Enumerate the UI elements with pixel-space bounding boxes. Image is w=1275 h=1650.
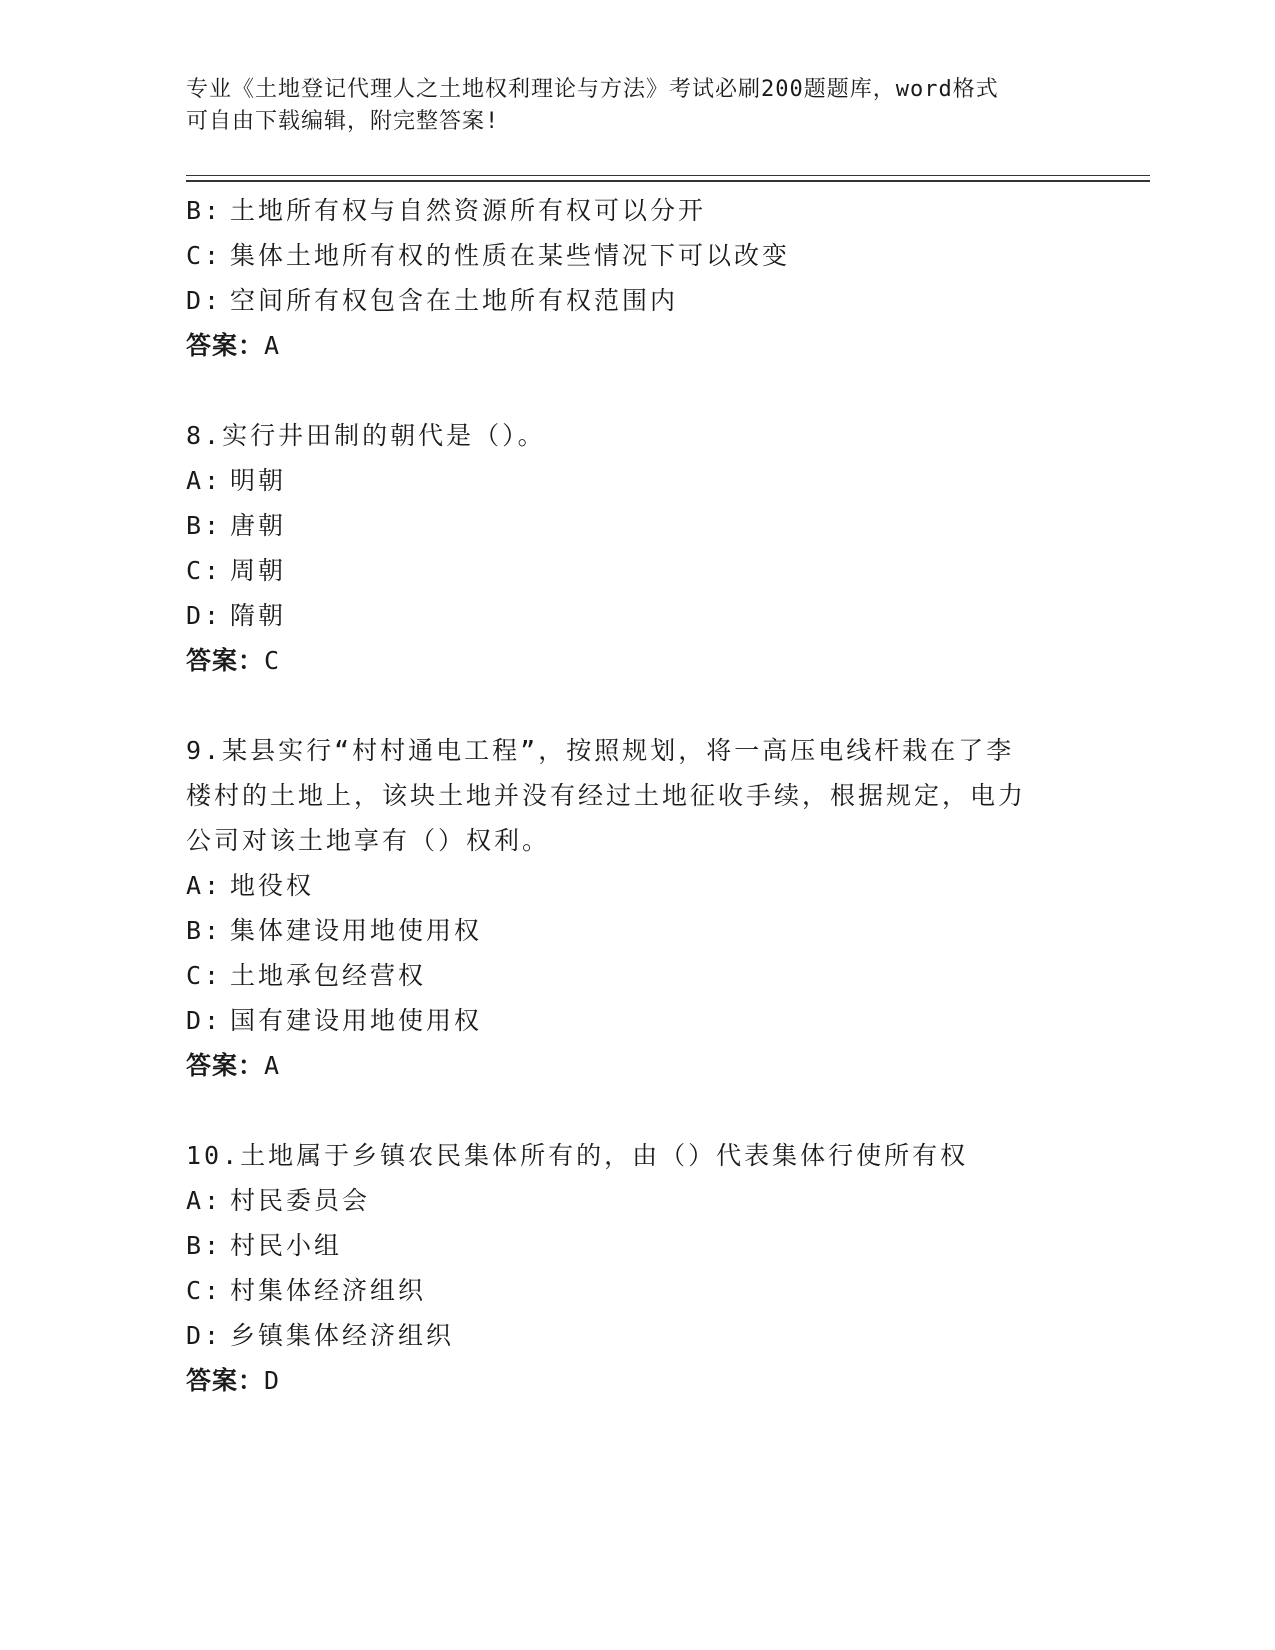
question-stem: 8.实行井田制的朝代是（）。 <box>186 421 546 450</box>
question-stem: 10.土地属于乡镇农民集体所有的，由（）代表集体行使所有权 <box>186 1141 969 1170</box>
option-d <box>186 593 1086 638</box>
option-a <box>186 458 1086 503</box>
option-d <box>186 1313 1086 1358</box>
option-a <box>186 863 1086 908</box>
answer-value: A <box>264 1051 281 1080</box>
option-key: C: <box>186 961 223 990</box>
question-stem-line-3: 公司对该土地享有（）权利。 <box>186 826 551 855</box>
option-key: B: <box>186 916 223 945</box>
option-c <box>186 548 1086 593</box>
answer-label: 答案： <box>186 331 265 360</box>
question-list <box>186 188 1086 1403</box>
spacer <box>186 1088 1086 1133</box>
answer-label: 答案： <box>186 1366 265 1395</box>
question-10 <box>186 1133 1086 1403</box>
option-d <box>186 278 1086 323</box>
answer-line <box>186 638 1086 683</box>
document-header <box>186 74 1066 138</box>
question-8 <box>186 413 1086 683</box>
option-key: D: <box>186 286 223 315</box>
header-line-2: 可自由下载编辑，附完整答案! <box>186 109 500 134</box>
option-key: A: <box>186 871 223 900</box>
option-key: D: <box>186 1006 223 1035</box>
option-text: 地役权 <box>230 871 315 900</box>
option-text: 唐朝 <box>230 511 287 540</box>
option-text: 村民委员会 <box>230 1186 371 1215</box>
header-line-1: 专业《土地登记代理人之土地权利理论与方法》考试必刷200题题库，word格式 <box>186 77 999 102</box>
answer-value: A <box>264 331 281 360</box>
option-text: 土地承包经营权 <box>230 961 427 990</box>
option-text: 空间所有权包含在土地所有权范围内 <box>230 286 679 315</box>
option-text: 隋朝 <box>230 601 287 630</box>
option-c <box>186 953 1086 998</box>
option-text: 集体土地所有权的性质在某些情况下可以改变 <box>230 241 791 270</box>
option-key: A: <box>186 1186 223 1215</box>
answer-value: D <box>264 1366 281 1395</box>
option-text: 周朝 <box>230 556 287 585</box>
option-b <box>186 503 1086 548</box>
option-a <box>186 1178 1086 1223</box>
option-c <box>186 233 1086 278</box>
option-c <box>186 1268 1086 1313</box>
option-text: 村民小组 <box>230 1231 343 1260</box>
option-text: 村集体经济组织 <box>230 1276 427 1305</box>
answer-line <box>186 1043 1086 1088</box>
option-key: C: <box>186 241 223 270</box>
option-key: D: <box>186 1321 223 1350</box>
question-9 <box>186 728 1086 1088</box>
option-d <box>186 998 1086 1043</box>
option-text: 集体建设用地使用权 <box>230 916 483 945</box>
option-text: 乡镇集体经济组织 <box>230 1321 455 1350</box>
header-divider <box>186 175 1150 182</box>
option-b <box>186 1223 1086 1268</box>
option-key: C: <box>186 1276 223 1305</box>
option-text: 土地所有权与自然资源所有权可以分开 <box>230 196 707 225</box>
option-key: D: <box>186 601 223 630</box>
question-stem-line-1: 9.某县实行“村村通电工程”，按照规划，将一高压电线杆栽在了李 <box>186 736 1015 765</box>
option-text: 明朝 <box>230 466 287 495</box>
option-key: B: <box>186 511 223 540</box>
answer-line <box>186 1358 1086 1403</box>
option-key: B: <box>186 196 223 225</box>
spacer <box>186 683 1086 728</box>
option-b <box>186 908 1086 953</box>
option-text: 国有建设用地使用权 <box>230 1006 483 1035</box>
question-stem-line-2: 楼村的土地上，该块土地并没有经过土地征收手续，根据规定，电力 <box>186 781 1027 810</box>
question-7-tail <box>186 188 1086 368</box>
option-b <box>186 188 1086 233</box>
answer-label: 答案： <box>186 1051 265 1080</box>
option-key: A: <box>186 466 223 495</box>
answer-line <box>186 323 1086 368</box>
answer-value: C <box>264 646 281 675</box>
option-key: B: <box>186 1231 223 1260</box>
spacer <box>186 368 1086 413</box>
answer-label: 答案： <box>186 646 265 675</box>
option-key: C: <box>186 556 223 585</box>
